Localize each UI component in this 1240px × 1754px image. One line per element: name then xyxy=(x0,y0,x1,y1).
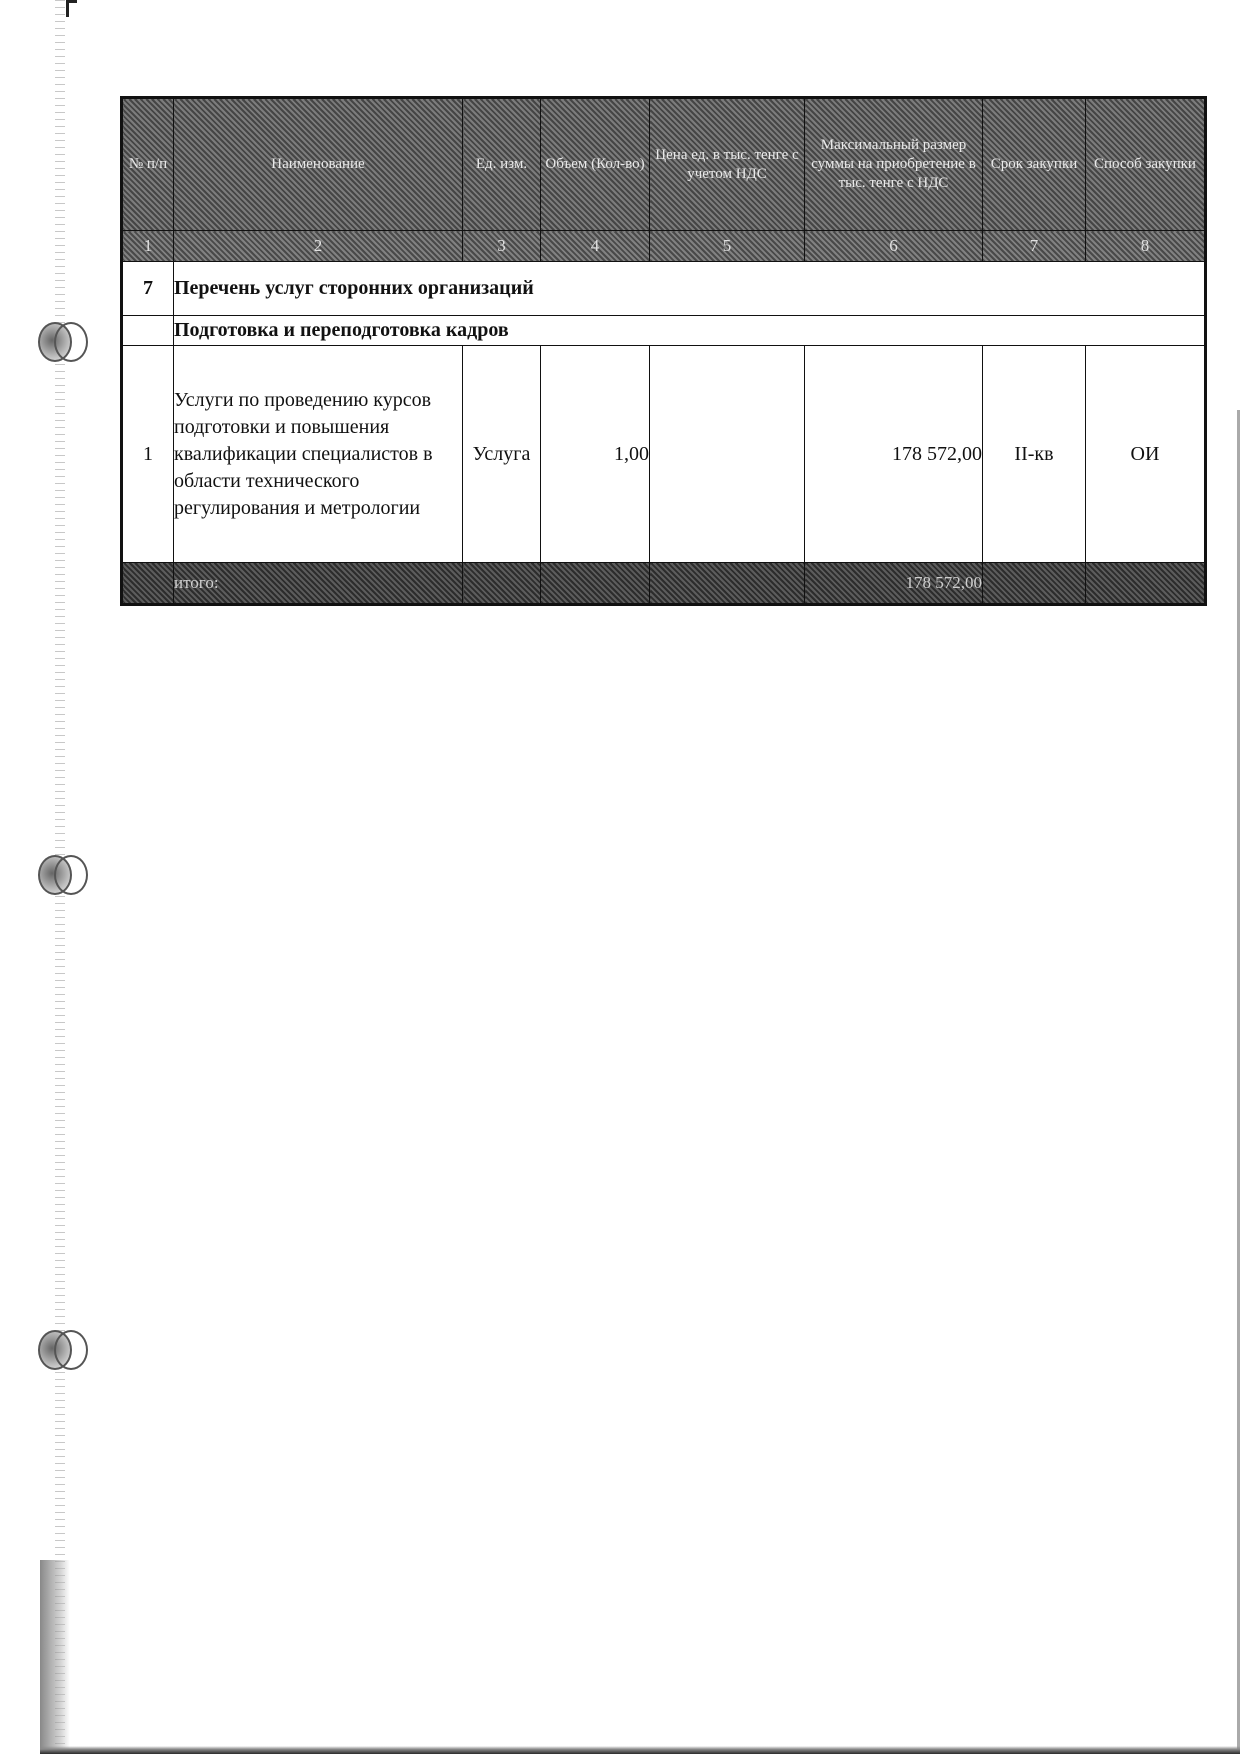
header-cell-sum: Максимальный размер суммы на приобретение в тыс. тенге с НДС xyxy=(805,98,983,231)
total-label: итого: xyxy=(174,563,463,605)
table-row xyxy=(122,346,1206,563)
header-cell-qty: Объем (Кол-во) xyxy=(541,98,650,231)
column-number: 2 xyxy=(174,231,463,262)
column-number: 8 xyxy=(1086,231,1206,262)
header-cell-term: Срок закупки xyxy=(983,98,1086,231)
total-empty-cell xyxy=(1086,563,1206,605)
column-number: 1 xyxy=(122,231,174,262)
total-empty-cell xyxy=(122,563,174,605)
row-qty: 1,00 xyxy=(541,346,650,563)
column-number: 6 xyxy=(805,231,983,262)
column-number: 3 xyxy=(463,231,541,262)
section-number: 7 xyxy=(122,262,174,316)
row-number: 1 xyxy=(122,346,174,563)
subsection-empty-cell xyxy=(122,316,174,346)
header-cell-method: Способ закупки xyxy=(1086,98,1206,231)
header-cell-name: Наименование xyxy=(174,98,463,231)
column-number: 4 xyxy=(541,231,650,262)
total-sum: 178 572,00 xyxy=(805,563,983,605)
header-cell-no: № п/п xyxy=(122,98,174,231)
section-title: Перечень услуг сторонних организаций xyxy=(174,262,1206,316)
row-term: II-кв xyxy=(983,346,1086,563)
column-number: 7 xyxy=(983,231,1086,262)
procurement-table xyxy=(120,96,1207,606)
punch-hole-icon xyxy=(38,322,88,360)
row-sum: 178 572,00 xyxy=(805,346,983,563)
row-price xyxy=(650,346,805,563)
header-cell-unit: Ед. изм. xyxy=(463,98,541,231)
column-number: 5 xyxy=(650,231,805,262)
header-cell-price: Цена ед. в тыс. тенге с учетом НДС xyxy=(650,98,805,231)
column-number-row xyxy=(122,231,1206,262)
total-empty-cell xyxy=(650,563,805,605)
scan-artifact-bottom-edge xyxy=(40,1746,1240,1754)
total-empty-cell xyxy=(463,563,541,605)
punch-hole-icon xyxy=(38,1330,88,1368)
total-empty-cell xyxy=(541,563,650,605)
punch-hole-icon xyxy=(38,855,88,893)
header-row xyxy=(122,98,1206,231)
corner-mark xyxy=(66,0,77,17)
subsection-row xyxy=(122,316,1206,346)
scan-artifact-bottom-left xyxy=(40,1560,70,1754)
row-unit: Услуга xyxy=(463,346,541,563)
section-row xyxy=(122,262,1206,316)
row-name: Услуги по проведению курсов подготовки и повышения квалификации специалистов в области технического регулирования и метрологии xyxy=(174,346,463,563)
total-empty-cell xyxy=(983,563,1086,605)
total-row xyxy=(122,563,1206,605)
row-method: ОИ xyxy=(1086,346,1206,563)
subsection-title: Подготовка и переподготовка кадров xyxy=(174,316,1206,346)
